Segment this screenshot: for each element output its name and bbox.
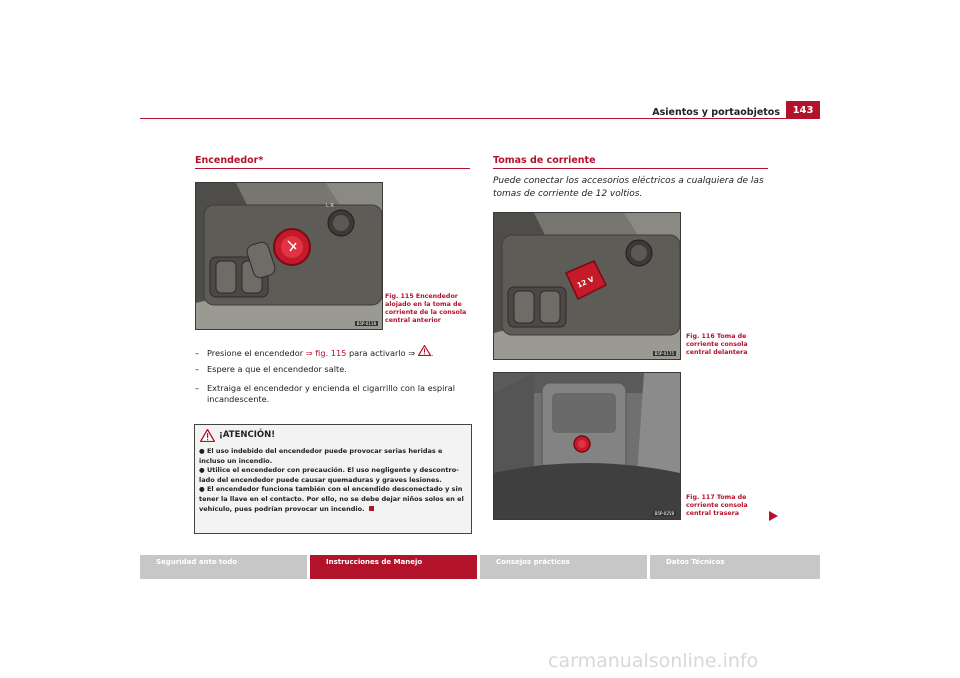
footer-tab-datos[interactable]: Datos Técnicos	[650, 555, 820, 579]
front-socket-photo	[493, 212, 681, 360]
section-title-tomas: Tomas de corriente	[493, 155, 596, 166]
end-mark-icon	[369, 506, 374, 511]
rear-socket-illustration	[494, 373, 680, 519]
rear-socket-photo	[493, 372, 681, 520]
footer-tab-instrucciones[interactable]: Instrucciones de Manejo	[310, 555, 477, 579]
step-1: – Presione el encendedor ⇒ fig. 115 para activarlo ⇒ .	[195, 345, 475, 359]
figure-code: B5P-0258	[654, 511, 674, 516]
chapter-title: Asientos y portaobjetos	[652, 107, 780, 118]
figure-caption-115: Fig. 115 Encendedor alojado en la toma de corriente de la consola central anterior	[385, 293, 467, 324]
step-2: – Espere a que el encendedor salte.	[195, 364, 347, 374]
front-socket-illustration	[494, 213, 680, 359]
warning-icon	[200, 429, 215, 442]
warning-list	[199, 447, 467, 514]
intro-text: Puede conectar los accesorios eléctricos a cualquiera de las tomas de corriente de 12 voltios.	[493, 176, 764, 199]
warning-box	[194, 424, 472, 534]
svg-text:L R: L R	[326, 203, 334, 209]
figure-link-115[interactable]: fig. 115	[315, 348, 347, 358]
svg-text:12 V: 12 V	[575, 275, 596, 290]
lighter-photo	[195, 182, 383, 330]
watermark: carmanualsonline.info	[548, 650, 759, 672]
lighter-illustration	[196, 183, 382, 329]
warning-title: ¡ATENCIÓN!	[219, 430, 276, 440]
step-3: – Extraiga el encendedor y encienda el cigarrillo con la espiral incandescente.	[195, 383, 456, 404]
warning-triangle-icon[interactable]	[418, 345, 431, 356]
figure-code: B5P-0118	[356, 321, 376, 326]
section-title-encendedor: Encendedor*	[195, 155, 264, 166]
figure-code: B5P-0175	[654, 351, 674, 356]
next-page-arrow-icon[interactable]	[769, 511, 778, 521]
figure-caption-116: Fig. 116 Toma de corriente consola central delantera	[686, 333, 748, 356]
section-rule	[493, 168, 768, 169]
section-rule	[195, 168, 470, 169]
warning-item: ● Utilice el encendedor con precaución. El uso negligente y descontro-lado del encendedor puede causar quemaduras y graves lesiones.	[199, 466, 459, 484]
warning-item: ● El uso indebido del encendedor puede provocar serias heridas e incluso un incendio.	[199, 447, 443, 465]
footer-tab-seguridad[interactable]: Seguridad ante todo	[140, 555, 307, 579]
figure-caption-117: Fig. 117 Toma de corriente consola central trasera	[686, 494, 748, 517]
header-rule	[140, 118, 820, 119]
page-number: 143	[786, 101, 820, 119]
warning-item: ● El encendedor funciona también con el encendido desconectado y sin tener la llave en el contacto. Por ello, no se debe dejar niños solos en el vehículo, pues podrían provocar un incendio.	[199, 485, 464, 513]
footer-tab-consejos[interactable]: Consejos prácticos	[480, 555, 647, 579]
